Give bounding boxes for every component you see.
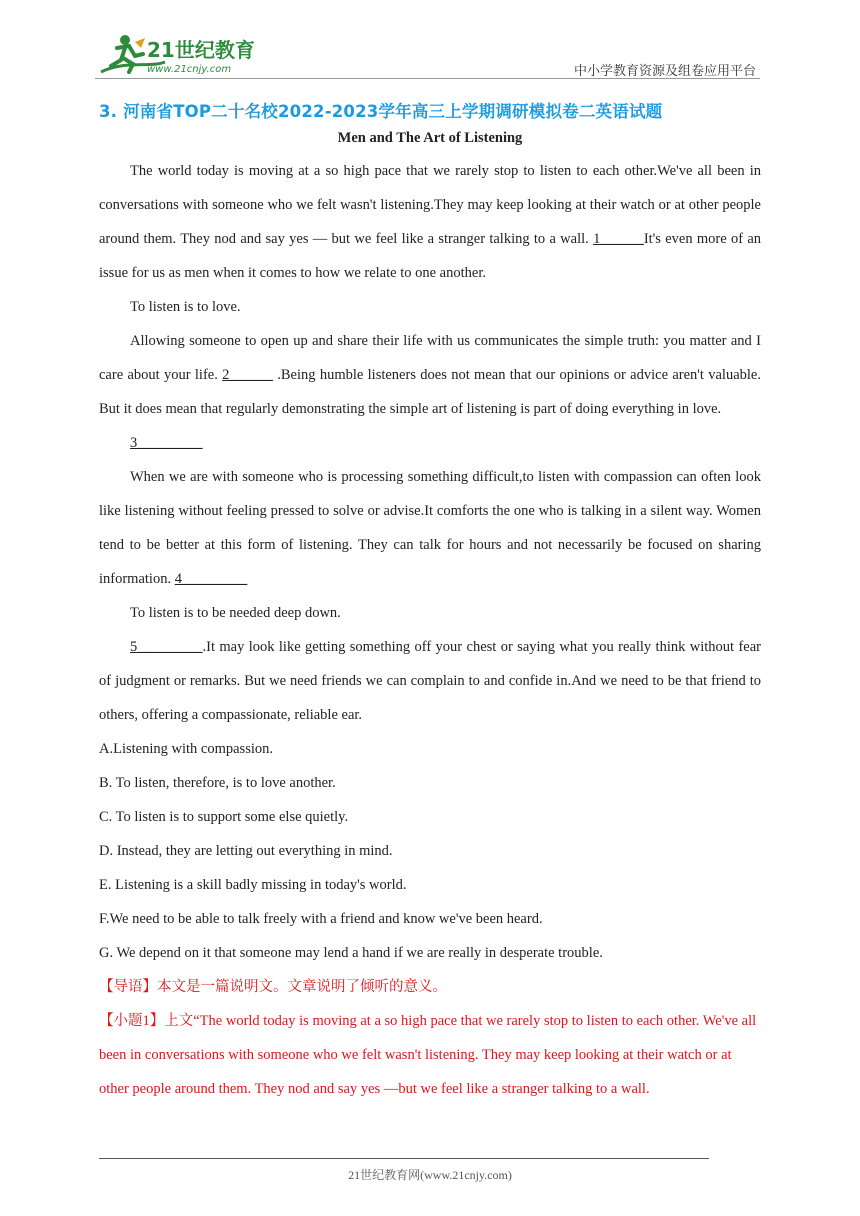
option-e: E. Listening is a skill badly missing in today's world. [99,877,407,893]
footer-text: 21世纪教育网(www.21cnjy.com) [348,1168,512,1182]
header-platform-text: 中小学教育资源及组卷应用平台 [573,64,756,79]
logo-text: 21世纪教育 [147,38,255,62]
blank-5: 5_________ [130,639,203,655]
page-header [95,32,760,82]
option-f: F.We need to be able to talk freely with a friend and know we've been heard. [99,911,543,927]
blank-1: 1______ [593,231,644,247]
passage-body [99,154,761,1106]
passage-title: Men and The Art of Listening [337,130,523,146]
footer-divider [99,1158,709,1159]
paragraph-6: To listen is to be needed deep down. [130,605,341,621]
blank-4: 4_________ [174,571,248,587]
paragraph-5: When we are with someone who is processing something difficult,to listen with compassion can often look like listening without feeling pressed to solve or advise.It comforts the one who is talking in a silent way. Women tend to be better at this form of listening. They can talk for hours and not necessarily be focused on sharing information. 4_________ [99,469,761,587]
paragraph-3: Allowing someone to open up and share their life with us communicates the simple truth: you matter and I care about your life. 2______ .Being humble listeners does not mean that our opinions or advice aren't valuable. But it does mean that regularly demonstrating the simple art of listening is part of doing everything in love. [99,333,761,417]
analysis-guide: 【导语】本文是一篇说明文。文章说明了倾听的意义。 [99,979,447,995]
blank-2: 2______ [222,367,273,383]
logo-url: www.21cnjy.com [147,64,232,75]
paragraph-1: The world today is moving at a so high pace that we rarely stop to listen to each other.We've all been in conversations with someone who we felt wasn't listening.They may keep looking at their watch or at other people around them. They nod and say yes — but we feel like a stranger talking to a wall. 1______It's even more of an issue for us as men when it comes to how we relate to one another. [99,163,762,281]
option-d: D. Instead, they are letting out everything in mind. [99,843,393,859]
option-g: G. We depend on it that someone may lend a hand if we are really in desperate trouble. [99,945,603,961]
question-title: 3. 河南省TOP二十名校2022-2023学年高三上学期调研模拟卷二英语试题 [99,102,663,121]
paragraph-7: 5_________.It may look like getting something off your chest or saying what you really think without fear of judgment or remarks. But we need friends we can complain to and confide in.And we need to be that friend to others, offering a compassionate, reliable ear. [99,639,761,723]
header-divider [95,78,760,79]
analysis-question-1: 【小题1】上文“The world today is moving at a so high pace that we rarely stop to listen to each other. We've all been in conversations with someone who we felt wasn't listening. They may keep looking at their watch or at other people around them. They nod and say yes —but we feel like a stranger talking to a wall. [99,1013,757,1097]
option-a: A.Listening with compassion. [99,741,273,757]
paragraph-2: To listen is to love. [130,299,241,315]
logo-21cnjy [95,32,265,78]
blank-3: 3_________ [130,435,203,451]
paragraph-4 [99,426,761,460]
option-c: C. To listen is to support some else quietly. [99,809,349,825]
option-b: B. To listen, therefore, is to love another. [99,775,336,791]
